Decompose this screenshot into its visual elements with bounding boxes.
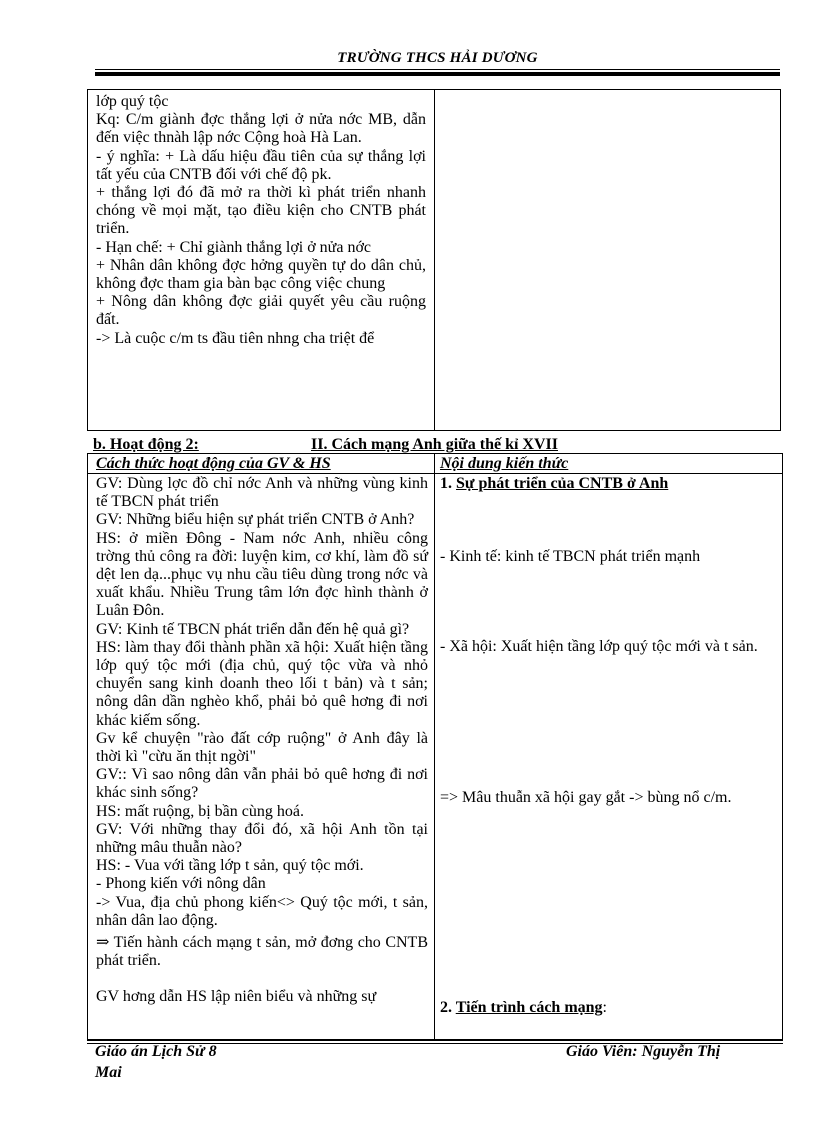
- footer-subject: Giáo án Lịch Sử 8: [95, 1043, 217, 1060]
- text-line: -> Là cuộc c/m ts đầu tiên nhng cha triệt để: [96, 329, 375, 347]
- text-line: + thắng lợi đó đã mở ra thời kì phát triển nhanh chóng về mọi mặt, tạo điều kiện cho CNTB phát triển.: [96, 184, 426, 238]
- heading-number: 1.: [440, 475, 452, 492]
- heading-suffix: :: [602, 999, 607, 1016]
- heading-development: [440, 475, 776, 494]
- header-rule-thin: [95, 69, 780, 70]
- text-line: - ý nghĩa: + Là dấu hiệu đầu tiên của sự thắng lợi tất yếu của CNTB đối với chế độ pk.: [96, 147, 426, 183]
- header-rule-thick: [95, 72, 780, 76]
- heading-text: Sự phát triển của CNTB ở Anh: [456, 475, 669, 492]
- activity-label: b. Hoạt động 2:: [93, 436, 199, 453]
- text-line: - Hạn chế: + Chỉ giành thắng lợi ở nửa nớc: [96, 238, 372, 256]
- col-header-content: Nội dung kiến thức: [440, 455, 569, 472]
- footer-teacher-cont: Mai: [95, 1064, 122, 1081]
- text-line: GV: Kinh tế TBCN phát triển dẫn đến hệ quả gì?: [96, 620, 410, 638]
- heading-number: 2.: [440, 999, 452, 1016]
- footer-rule-1: [87, 1040, 783, 1041]
- text-line: Gv kể chuyện "rào đất cớp ruộng" ở Anh đây là thời kì "cừu ăn thịt ngời": [96, 729, 428, 766]
- society-note: - Xã hội: Xuất hiện tầng lớp quý tộc mới và t sản.: [440, 638, 758, 655]
- footer-teacher: Giáo Viên: Nguyễn Thị: [566, 1043, 721, 1060]
- top-table-divider: [434, 90, 435, 430]
- main-table-divider: [434, 454, 435, 1039]
- text-line: GV: Với những thay đổi đó, xã hội Anh tồn tại những mâu thuẫn nào?: [96, 820, 428, 857]
- text-line: HS: ở miền Đông - Nam nớc Anh, nhiều công trờng thủ công ra đời: luyện kim, cơ khí, làm đồ sứ dệt len dạ...phục vụ nhu cầu tiêu dùng trong nớc và xuất khẩu. Nhiều Trung tâm lớn đợc hình thành ở Luân Đôn.: [96, 529, 428, 620]
- text-line: ⇒ Tiến hành cách mạng t sản, mở đơng cho CNTB phát triển.: [96, 934, 428, 970]
- text-line: lớp quý tộc: [96, 93, 169, 110]
- top-table-left-cell: [96, 93, 426, 348]
- heading-revolution: [440, 999, 776, 1018]
- text-line: HS: - Vua với tầng lớp t sản, quý tộc mới.: [96, 857, 364, 875]
- text-line: -> Vua, địa chủ phong kiến<> Quý tộc mới, t sản, nhân dân lao động.: [96, 893, 428, 929]
- section-title: II. Cách mạng Anh giữa thế kỉ XVII: [311, 436, 558, 453]
- text-line: - Phong kiến với nông dân: [96, 875, 266, 893]
- text-line: GV:: Vì sao nông dân vẫn phải bỏ quê hơng đi nơi khác sinh sống?: [96, 766, 428, 802]
- top-table: [87, 89, 781, 431]
- text-line: GV: Những biểu hiện sự phát triển CNTB ở Anh?: [96, 511, 415, 529]
- main-table-left-cell: [96, 475, 428, 1007]
- text-line: + Nhân dân không đợc hởng quyền tự do dân chủ, không đợc tham gia bàn bạc công việc chung: [96, 256, 426, 293]
- economy-note: - Kinh tế: kinh tế TBCN phát triển mạnh: [440, 548, 701, 565]
- text-line: HS: làm thay đổi thành phần xã hội: Xuất hiện tầng lớp quý tộc mới (địa chủ, quý tộc vừa và nhỏ chuyển sang kinh doanh theo lối t bản) và t sản; nông dân dần nghèo khổ, phải bỏ quê hơng đi nơi khác kiếm sống.: [96, 638, 428, 729]
- heading-text: Tiến trình cách mạng: [455, 999, 603, 1016]
- text-line: Kq: C/m giành đợc thắng lợi ở nửa nớc MB, dẫn đến việc thnàh lập nớc Cộng hoà Hà Lan.: [96, 111, 426, 147]
- text-line: + Nông dân không đợc giải quyết yêu cầu ruộng đất.: [96, 293, 426, 329]
- header-row-line: [88, 473, 782, 474]
- text-line: HS: mất ruộng, bị bần cùng hoá.: [96, 802, 304, 820]
- text-line: GV: Dùng lợc đồ chỉ nớc Anh và những vùng kinh tế TBCN phát triển: [96, 475, 428, 511]
- conflict-note: => Mâu thuẫn xã hội gay gắt -> bùng nổ c/m.: [440, 789, 732, 806]
- page-header: TRƯỜNG THCS HẢI DƯƠNG: [337, 50, 538, 66]
- col-header-activities: Cách thức hoạt động của GV & HS: [96, 455, 331, 472]
- text-line: GV hơng dẫn HS lập niên biểu và những sự: [96, 988, 377, 1006]
- main-table: [87, 453, 783, 1040]
